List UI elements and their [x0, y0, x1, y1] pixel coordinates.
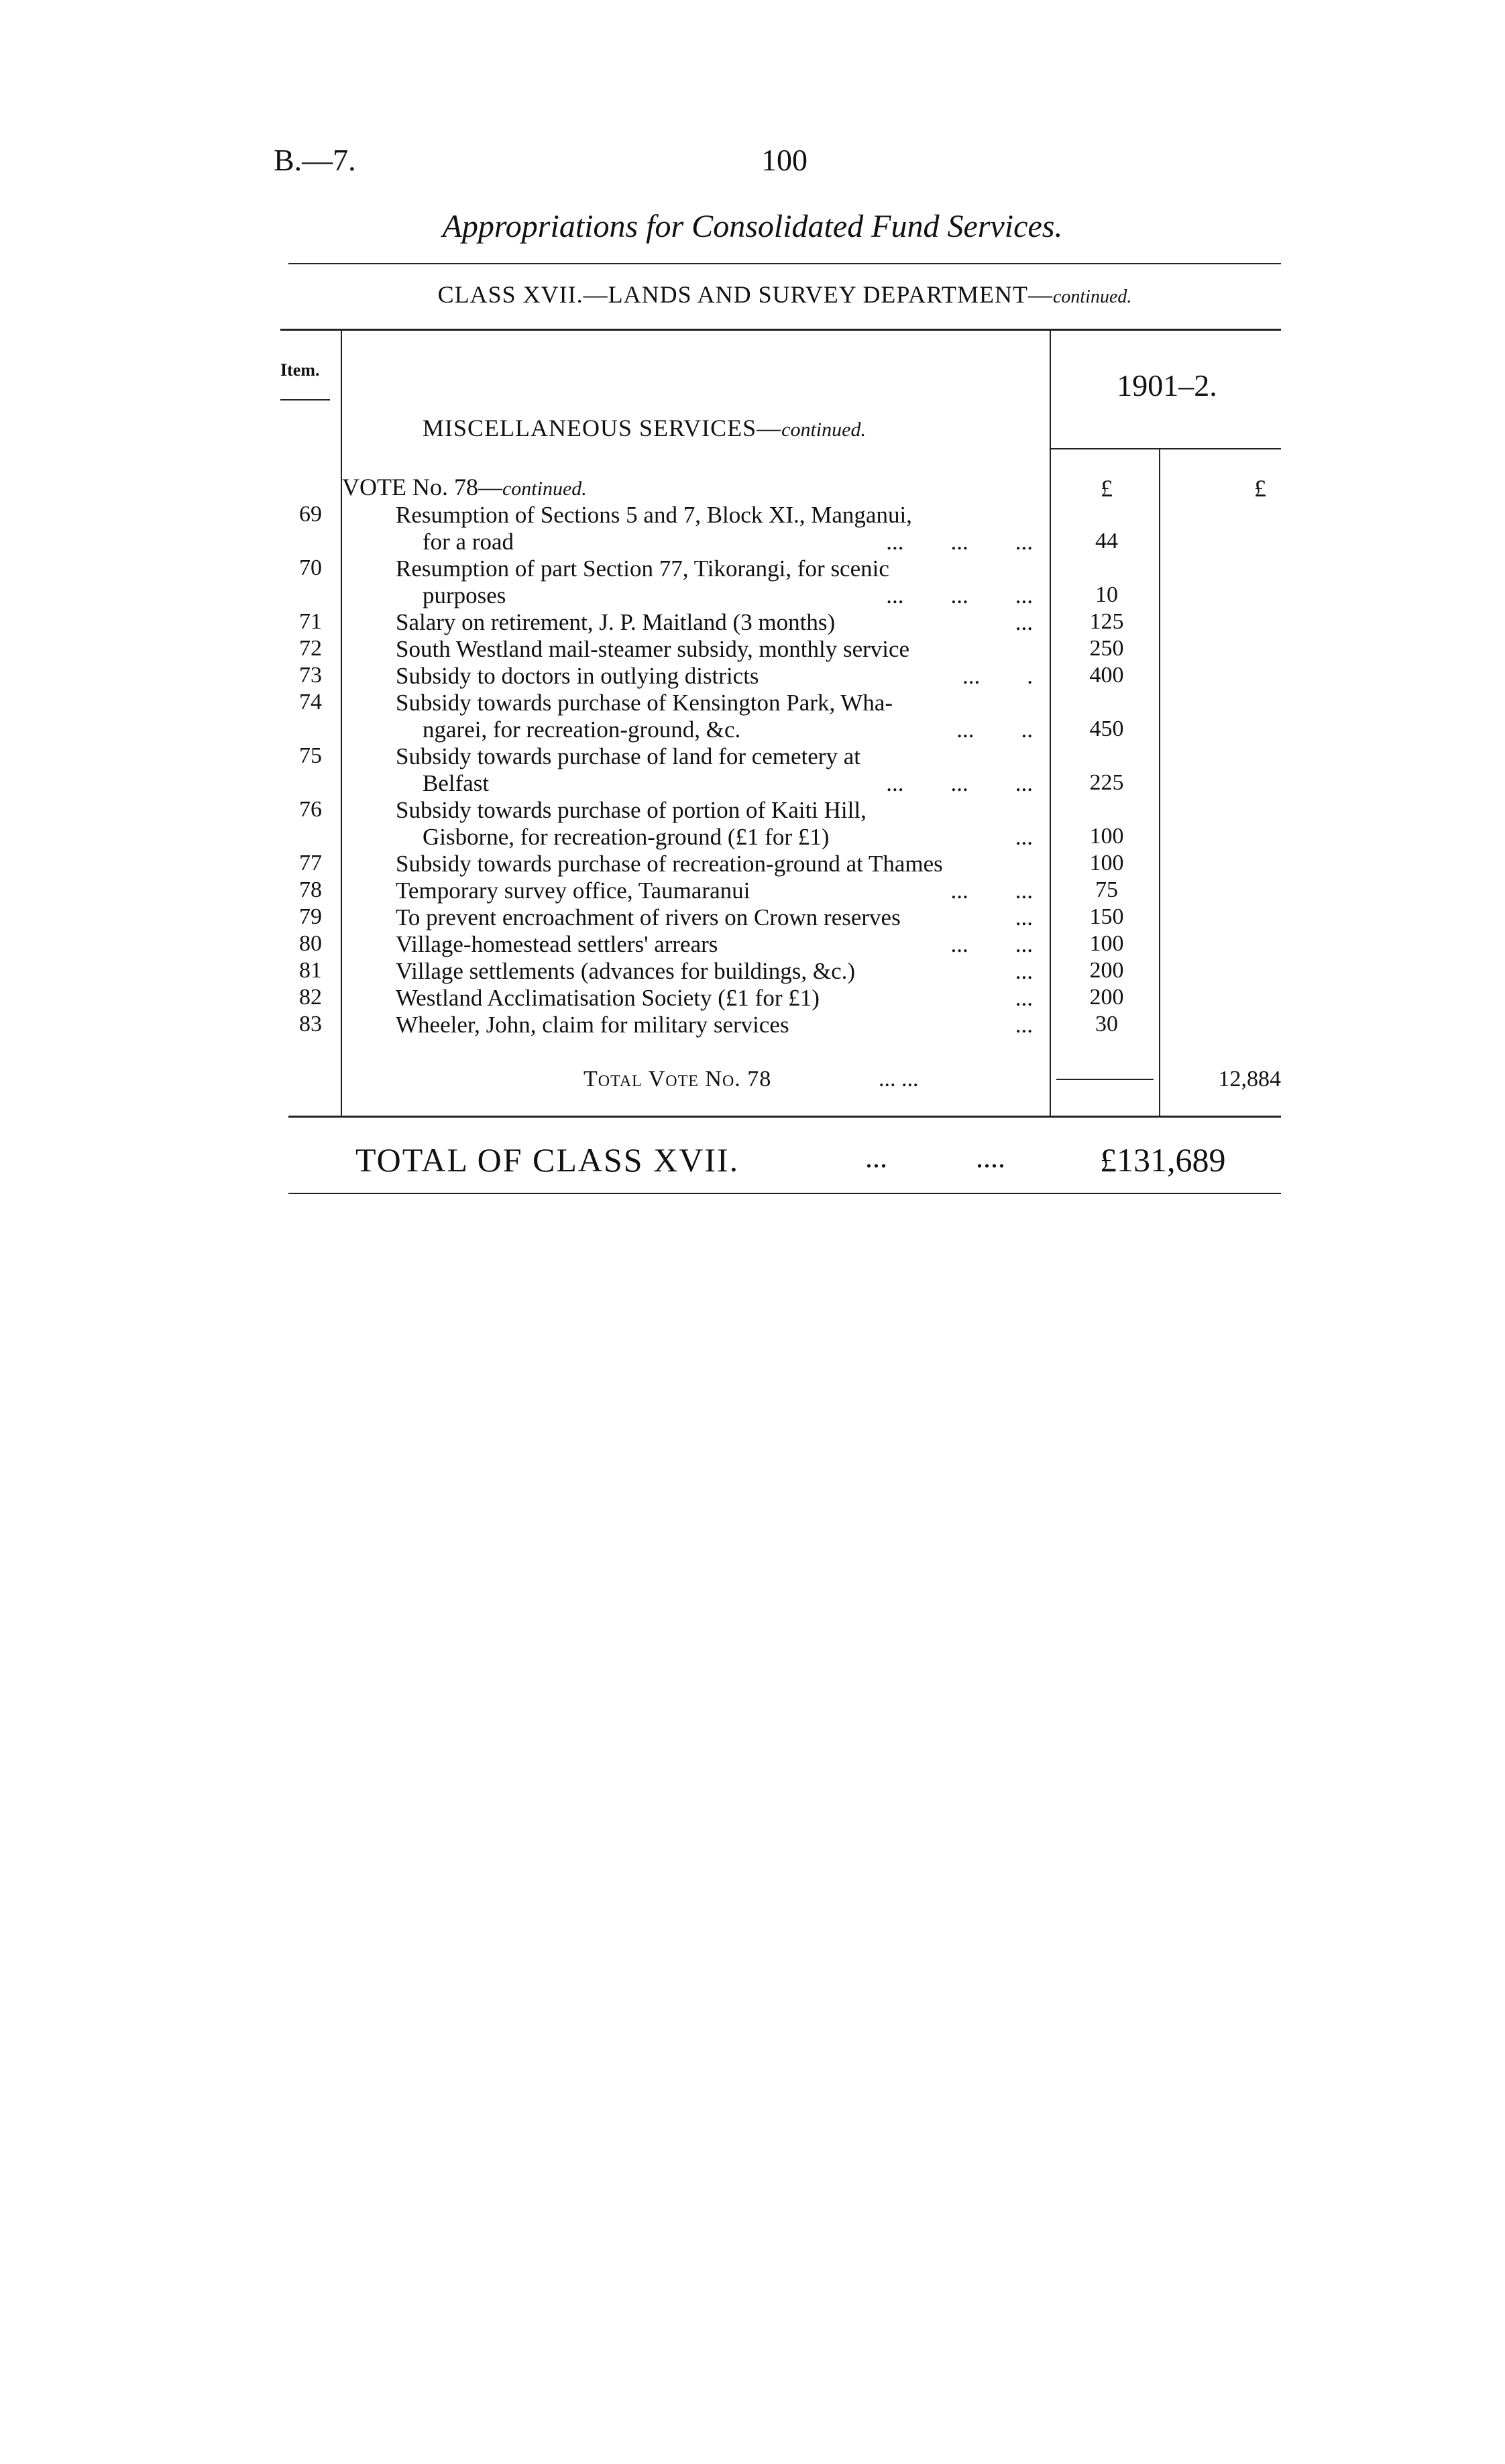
item-description	[396, 609, 1040, 636]
item-amount: 100	[1089, 824, 1124, 849]
leader-dots: ... ... ...	[886, 582, 1033, 608]
vote-heading-suffix: continued.	[502, 478, 587, 500]
item-column-divider	[341, 331, 342, 1116]
item-description	[396, 985, 1040, 1012]
item-number: 72	[299, 636, 322, 661]
item-description	[396, 1012, 1040, 1038]
leader-dots: ... ... ...	[886, 770, 1033, 796]
leader-dots: ... ...	[950, 877, 1033, 904]
item-number: 77	[299, 851, 322, 875]
item-amount: 250	[1089, 636, 1124, 661]
class-heading-text: CLASS XVII.—LANDS AND SURVEY DEPARTMENT—	[437, 281, 1053, 308]
item-description-text: Westland Acclimatisation Society (£1 for £1)	[396, 985, 820, 1011]
item-description-text: Temporary survey office, Taumaranui	[396, 877, 750, 904]
vote-heading	[342, 473, 587, 501]
item-description	[396, 851, 1040, 877]
item-number: 78	[299, 877, 322, 902]
total-vote-leader: ... ...	[879, 1067, 919, 1091]
item-amount: 100	[1089, 851, 1124, 875]
item-description-text: South Westland mail-steamer subsidy, monthly service	[396, 636, 910, 662]
item-description	[396, 555, 1040, 582]
final-rule	[288, 1193, 1281, 1194]
section-heading-text: MISCELLANEOUS SERVICES—	[423, 415, 782, 441]
page-title: Appropriations for Consolidated Fund Services.	[442, 209, 1063, 244]
item-number: 70	[299, 555, 322, 580]
total-class-leader-1: ...	[865, 1141, 887, 1174]
item-number: 81	[299, 958, 322, 983]
item-amount: 200	[1089, 985, 1124, 1010]
item-description-text: Subsidy towards purchase of land for cemetery at	[396, 743, 860, 769]
title-rule	[288, 263, 1281, 264]
subtotal-rule	[1056, 1079, 1154, 1080]
item-description-continued-text: purposes	[423, 582, 506, 608]
total-class-amount: £131,689	[1100, 1141, 1226, 1179]
vote-heading-text: VOTE No. 78—	[342, 474, 502, 500]
item-description-text: Subsidy towards purchase of Kensington Park, Wha-	[396, 690, 893, 716]
section-heading-suffix: continued.	[781, 419, 866, 441]
item-description-text: Subsidy towards purchase of portion of Kaiti Hill,	[396, 797, 867, 823]
item-number: 75	[299, 743, 322, 768]
currency-symbol-total-text: £	[1254, 475, 1266, 502]
item-description-text: Resumption of Sections 5 and 7, Block XI., Manganui,	[396, 502, 912, 528]
item-number: 69	[299, 502, 322, 527]
total-class-leader-2: ....	[976, 1141, 1005, 1174]
item-amount: 100	[1089, 931, 1124, 956]
item-description-text: Village settlements (advances for buildings, &c.)	[396, 958, 856, 984]
item-description-continued-text: for a road	[423, 529, 514, 555]
item-number: 83	[299, 1012, 322, 1036]
total-vote-label: Total Vote No. 78	[583, 1067, 772, 1091]
class-heading-suffix: continued.	[1052, 286, 1132, 307]
document-reference: B.—7.	[274, 143, 356, 177]
leader-dots: ... ...	[950, 931, 1033, 957]
leader-dots: ...	[1015, 958, 1033, 984]
item-description-continued	[423, 716, 1040, 743]
item-number: 74	[299, 690, 322, 714]
currency-symbol-total	[1160, 474, 1281, 502]
item-description-text: To prevent encroachment of rivers on Crown reserves	[396, 904, 901, 930]
item-amount: 125	[1089, 609, 1124, 634]
item-description	[396, 877, 1040, 904]
currency-symbol-items: £	[1101, 475, 1113, 502]
year-underline	[1050, 448, 1281, 449]
item-description	[396, 958, 1040, 985]
item-amount: 10	[1095, 582, 1118, 607]
section-heading	[423, 414, 866, 442]
table-top-rule	[280, 329, 1281, 331]
item-description	[396, 636, 1040, 663]
total-vote-amount: 12,884	[1218, 1067, 1281, 1091]
year-header: 1901–2.	[1117, 368, 1217, 403]
item-number: 73	[299, 663, 322, 688]
item-column-header: Item.	[280, 360, 320, 380]
item-description-continued	[423, 824, 1040, 851]
item-description	[396, 502, 1040, 529]
item-amount: 44	[1095, 529, 1118, 553]
item-description	[396, 690, 1040, 716]
item-number: 79	[299, 904, 322, 929]
table-bottom-rule	[288, 1116, 1281, 1118]
leader-dots: ...	[1015, 609, 1033, 635]
item-description-continued	[423, 770, 1040, 797]
item-amount: 450	[1089, 716, 1124, 741]
item-number: 80	[299, 931, 322, 956]
item-description	[396, 663, 1040, 690]
item-amount: 225	[1089, 770, 1124, 795]
item-description-text: Village-homestead settlers' arrears	[396, 931, 718, 957]
item-description-continued-text: Belfast	[423, 770, 490, 796]
item-description-continued-text: Gisborne, for recreation-ground (£1 for £1)	[423, 824, 830, 850]
item-description-continued-text: ngarei, for recreation-ground, &c.	[423, 716, 741, 743]
item-description-text: Subsidy towards purchase of recreation-ground at Thames	[396, 851, 943, 877]
leader-dots: ...	[1015, 904, 1033, 930]
leader-dots: ...	[1015, 985, 1033, 1011]
item-description	[396, 931, 1040, 958]
total-class-label: TOTAL OF CLASS XVII.	[355, 1141, 740, 1179]
class-heading	[288, 280, 1281, 309]
item-amount: 30	[1095, 1012, 1118, 1036]
item-description-text: Resumption of part Section 77, Tikorangi, for scenic	[396, 555, 889, 582]
item-number: 76	[299, 797, 322, 822]
item-description-text: Salary on retirement, J. P. Maitland (3 months)	[396, 609, 836, 635]
item-number: 71	[299, 609, 322, 634]
item-description	[396, 797, 1040, 824]
item-description-continued	[423, 529, 1040, 555]
item-description-text: Wheeler, John, claim for military services	[396, 1012, 789, 1038]
item-description-text: Subsidy to doctors in outlying districts	[396, 663, 759, 689]
leader-dots: ...	[1015, 1012, 1033, 1038]
item-description	[396, 904, 1040, 931]
leader-dots: ...	[1015, 824, 1033, 850]
item-amount: 75	[1095, 877, 1118, 902]
item-amount: 150	[1089, 904, 1124, 929]
leader-dots: ... .	[962, 663, 1033, 689]
leader-dots: ... ..	[956, 716, 1033, 743]
item-amount: 400	[1089, 663, 1124, 688]
item-head-underline	[280, 399, 330, 400]
item-description-continued	[423, 582, 1040, 609]
item-amount: 200	[1089, 958, 1124, 983]
leader-dots: ... ... ...	[886, 529, 1033, 555]
page-number: 100	[761, 143, 807, 177]
item-number: 82	[299, 985, 322, 1010]
item-description	[396, 743, 1040, 770]
